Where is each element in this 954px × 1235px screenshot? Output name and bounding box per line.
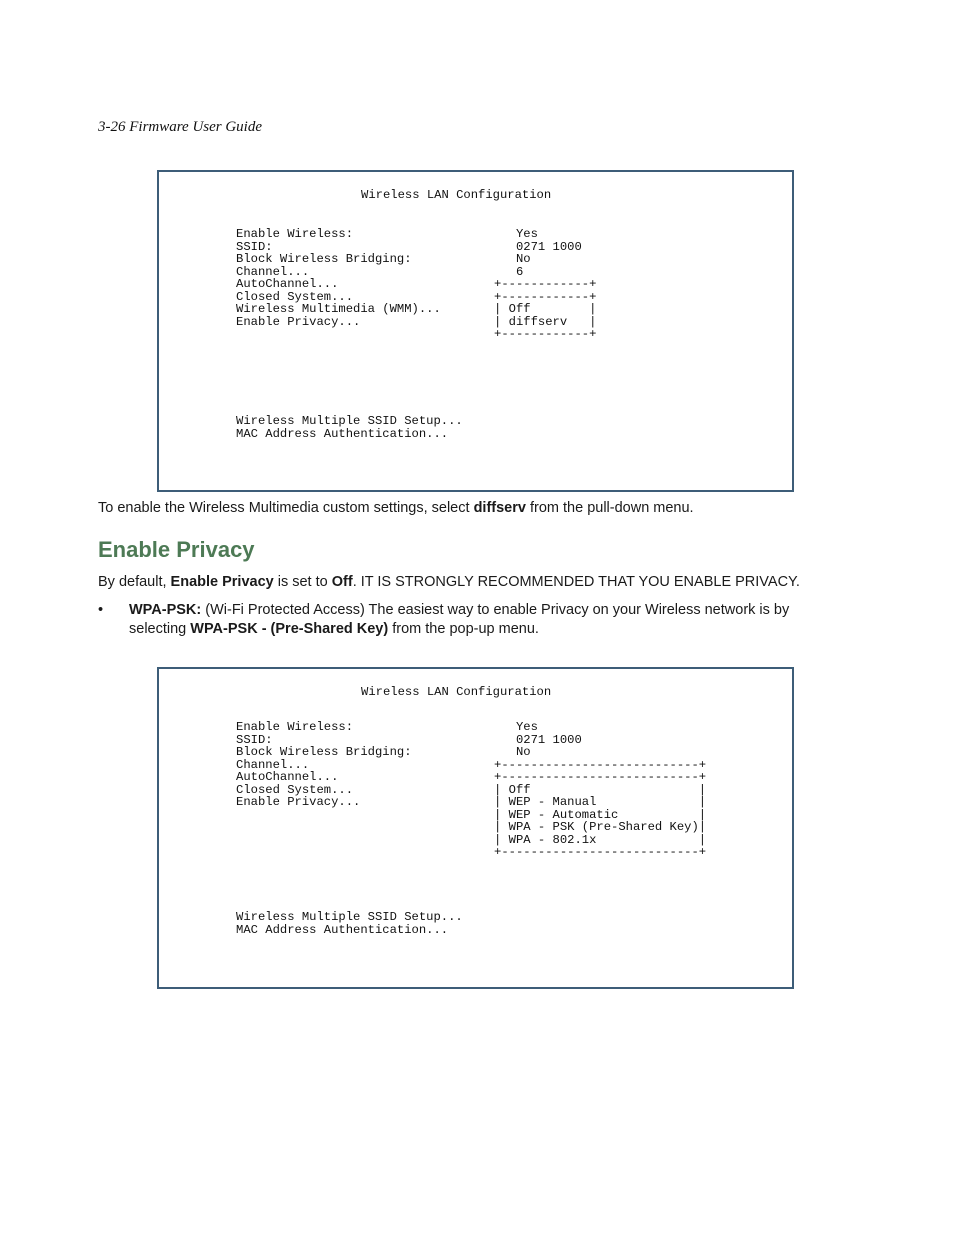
screen-title: Wireless LAN Configuration <box>361 685 552 699</box>
running-head: 3-26 Firmware User Guide <box>98 119 263 135</box>
config-labels: Enable Wireless: SSID: Block Wireless Bridging: Channel... AutoChannel... Closed System... Enable Privacy... <box>236 720 412 809</box>
bullet-marker: • <box>98 602 104 618</box>
config-labels: Enable Wireless: SSID: Block Wireless Bridging: Channel... AutoChannel... Closed System... Wireless Multimedia (WMM)... Enable Privacy... <box>236 227 441 329</box>
config-footer-links[interactable]: Wireless Multiple SSID Setup... MAC Address Authentication... <box>236 414 463 441</box>
section-heading-enable-privacy: Enable Privacy <box>98 537 255 562</box>
config-values-privacy-menu[interactable]: Yes 0271 1000 No +---------------------------+ +---------------------------+ | Off | | WEP - Manual | | WEP - Automatic | | WPA - PSK (Pre-Shared Key)| | WPA - 802.1x | +---------------------------+ <box>494 720 707 859</box>
wireless-lan-config-screen-privacy <box>157 667 794 989</box>
screen-title: Wireless LAN Configuration <box>361 188 552 202</box>
config-values-wmm-menu[interactable]: Yes 0271 1000 No 6 +------------+ +------------+ | Off | | diffserv | +------------+ <box>494 227 597 341</box>
bullet-text: WPA-PSK: (Wi-Fi Protected Access) The easiest way to enable Privacy on your Wireless network is by selecting WPA-PSK - (Pre-Shared Key) from the pop-up menu. <box>129 602 790 637</box>
privacy-default-note: By default, Enable Privacy is set to Off. IT IS STRONGLY RECOMMENDED THAT YOU ENABLE PRIVACY. <box>98 574 800 590</box>
config-footer-links[interactable]: Wireless Multiple SSID Setup... MAC Address Authentication... <box>236 910 463 937</box>
wmm-instruction: To enable the Wireless Multimedia custom settings, select diffserv from the pull-down menu. <box>98 500 694 516</box>
wireless-lan-config-screen-wmm <box>157 170 794 492</box>
